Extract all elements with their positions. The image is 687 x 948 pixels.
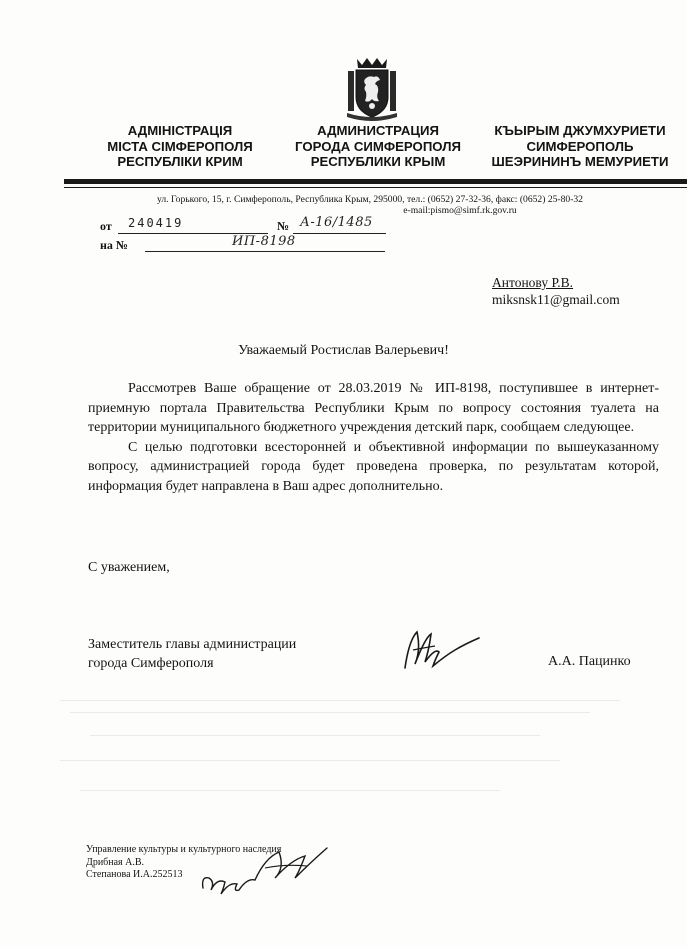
header-ua-line3: РЕСПУБЛІКИ КРИМ bbox=[117, 154, 243, 169]
paragraph: С целью подготовки всесторонней и объективной информации по вышеуказанному вопросу, администрацией города будет проведена проверка, по результатам которой, информация будет направлена в Ваш адрес дополнительно. bbox=[88, 439, 659, 494]
salutation: Уважаемый Ростислав Валерьевич! bbox=[238, 343, 449, 358]
letter-body bbox=[88, 379, 659, 496]
footer-executor-2: Степанова И.А.252513 bbox=[86, 869, 183, 880]
signatory-title-line2: города Симферополя bbox=[88, 656, 214, 671]
date-label: от bbox=[100, 219, 112, 233]
signatory-title bbox=[88, 635, 296, 673]
reference-number: ИП-8198 bbox=[232, 234, 296, 249]
signatory-title-line1: Заместитель главы администрации bbox=[88, 637, 297, 652]
registration-number: А-16/1485 bbox=[300, 215, 373, 230]
footer-department: Управление культуры и культурного наследия bbox=[86, 844, 282, 855]
header-rule-thick bbox=[64, 179, 687, 184]
header-ua-line1: АДМІНІСТРАЦІЯ bbox=[127, 123, 233, 138]
paragraph: Рассмотрев Ваше обращение от 28.03.2019 № ИП-8198, поступившее в интернет-приемную портала Правительства Республики Крым по вопросу состояния туалета на территории муниципального бюджетного учреждения детский парк, сообщаем следующее. bbox=[88, 381, 659, 435]
header-ua-line2: МІСТА СІМФЕРОПОЛЯ bbox=[107, 138, 253, 154]
registration-date: 240419 bbox=[128, 216, 184, 230]
address-line: ул. Горького, 15, г. Симферополь, Республика Крым, 295000, тел.: (0652) 27-32-36, факс: (0652) 25-80-32 bbox=[157, 194, 583, 205]
address-block bbox=[120, 194, 620, 216]
header-ukrainian bbox=[90, 123, 270, 170]
header-crh-line3: ШЕЭРИНИНЪ МЕМУРИЕТИ bbox=[491, 154, 669, 169]
number-underline bbox=[293, 233, 386, 234]
header-crh-line1: КЪЫРЫМ ДЖУМХУРИЕТИ bbox=[494, 123, 666, 138]
header-rule-thin bbox=[64, 187, 687, 188]
number-label: № bbox=[277, 219, 290, 233]
header-ru-line1: АДМИНИСТРАЦИЯ bbox=[317, 123, 439, 138]
signatory-name: А.А. Пацинко bbox=[548, 654, 631, 669]
header-ru-line3: РЕСПУБЛИКИ КРЫМ bbox=[310, 154, 446, 169]
reference-label: на № bbox=[100, 238, 128, 252]
header-crimean-tatar bbox=[480, 123, 680, 170]
executor-signature bbox=[195, 838, 335, 900]
email-line: e-mail:pismo@simf.rk.gov.ru bbox=[403, 205, 517, 216]
recipient-block bbox=[492, 274, 620, 308]
crimea-coat-of-arms-icon bbox=[345, 55, 399, 121]
footer-executor-1: Дрибная А.В. bbox=[86, 856, 145, 868]
recipient-email: miksnsk11@gmail.com bbox=[492, 292, 620, 307]
header-ru-line2: ГОРОДА СИМФЕРОПОЛЯ bbox=[295, 138, 461, 154]
handwritten-signature bbox=[395, 620, 485, 680]
reference-underline bbox=[145, 251, 385, 252]
closing: С уважением, bbox=[88, 560, 170, 575]
header-crh-line2: СИМФЕРОПОЛЬ bbox=[526, 138, 634, 154]
header-russian bbox=[283, 123, 473, 170]
recipient-name: Антонову Р.В. bbox=[492, 275, 574, 290]
